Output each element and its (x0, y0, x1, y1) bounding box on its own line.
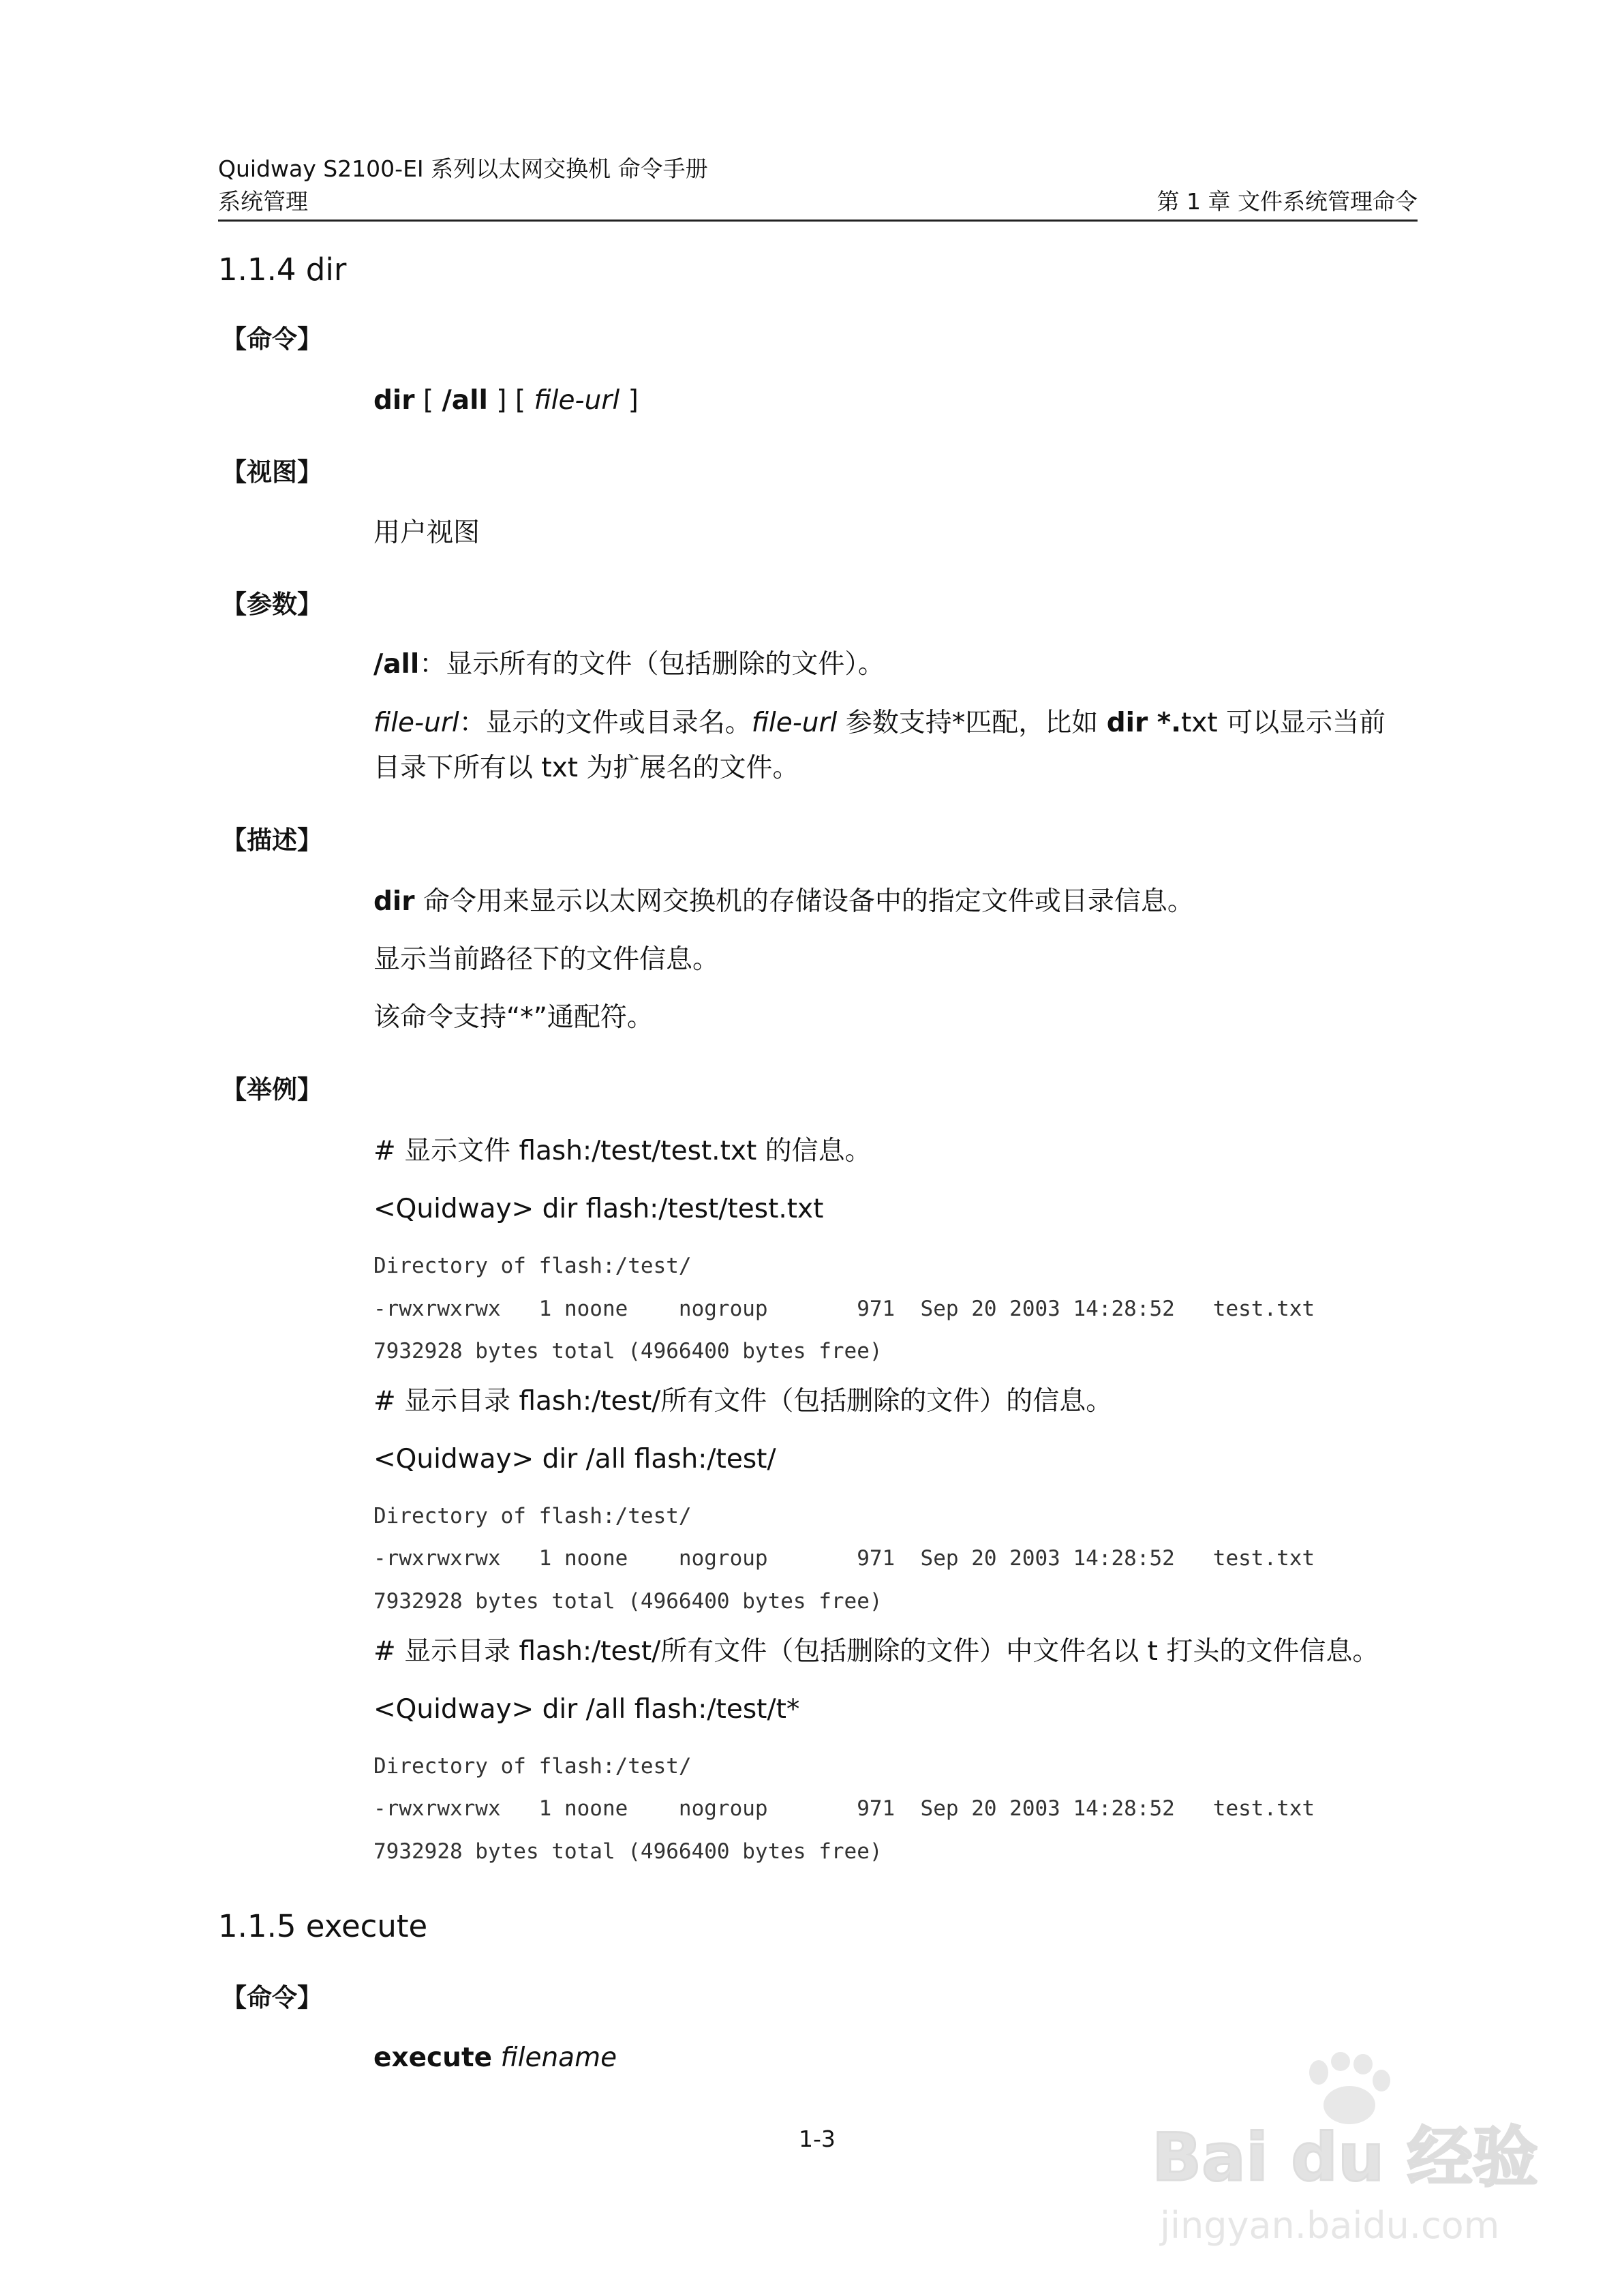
cmd-option: /all (442, 385, 488, 416)
cmd-argument: file-url (534, 385, 620, 416)
desc-text: 命令用来显示以太网交换机的存储设备中的指定文件或目录信息。 (414, 886, 1194, 917)
example-comment: # 显示目录 flash:/test/所有文件（包括删除的文件）的信息。 (373, 1386, 1113, 1417)
cmd-argument: filename (492, 2042, 617, 2073)
paw-icon (1298, 2052, 1401, 2127)
header-chapter: 第 1 章 文件系统管理命令 (1157, 188, 1418, 215)
header-manual-title: Quidway S2100-EI 系列以太网交换机 命令手册 (218, 155, 708, 182)
example-output-line: Directory of flash:/test/ (373, 1754, 692, 1779)
label-example: 【举例】 (221, 1075, 322, 1104)
cmd-keyword: dir (373, 385, 415, 416)
watermark-url: jingyan.baidu.com (1160, 2204, 1500, 2247)
label-params: 【参数】 (221, 590, 322, 619)
param-desc: ：显示的文件或目录名。 (459, 708, 752, 738)
view-text: 用户视图 (373, 517, 480, 548)
page-number: 1-3 (799, 2126, 836, 2152)
desc-line-1 (373, 885, 1194, 919)
param-name: file-url (373, 708, 459, 738)
header-section: 系统管理 (218, 188, 308, 215)
param-name: /all (373, 649, 420, 680)
wildcard: *. (1148, 708, 1182, 738)
label-command: 【命令】 (221, 324, 322, 354)
cmd-keyword: execute (373, 2042, 493, 2073)
label-command: 【命令】 (221, 1983, 322, 2012)
syntax-bracket: ] (619, 385, 639, 416)
desc-line-2: 显示当前路径下的文件信息。 (373, 944, 720, 975)
watermark-brand: Bai du 经验 (1152, 2119, 1538, 2196)
example-output-line: Directory of flash:/test/ (373, 1504, 692, 1528)
example-output-line: -rwxrwxrwx 1 noone nogroup 971 Sep 20 2003 14:28:52 test.txt (373, 1796, 1315, 1821)
param-desc: txt 可以显示当前 (1181, 708, 1386, 738)
label-view: 【视图】 (221, 457, 322, 487)
example-output-line: 7932928 bytes total (4966400 bytes free) (373, 1839, 883, 1864)
section-heading-execute: 1.1.5 execute (218, 1908, 428, 1944)
header-divider (218, 220, 1418, 222)
param-all (373, 648, 885, 682)
param-desc: 参数支持*匹配，比如 (837, 708, 1107, 738)
example-comment: # 显示文件 flash:/test/test.txt 的信息。 (373, 1136, 872, 1166)
example-output-line: 7932928 bytes total (4966400 bytes free) (373, 1339, 883, 1363)
cmd-keyword: dir (1106, 708, 1148, 738)
syntax-bracket: [ (414, 385, 442, 416)
example-output-line: -rwxrwxrwx 1 noone nogroup 971 Sep 20 2003 14:28:52 test.txt (373, 1546, 1315, 1571)
cmd-keyword: dir (373, 886, 415, 917)
param-file-url-cont: 目录下所有以 txt 为扩展名的文件。 (373, 753, 799, 783)
param-name: file-url (751, 708, 838, 738)
example-comment: # 显示目录 flash:/test/所有文件（包括删除的文件）中文件名以 t 打头的文件信息。 (373, 1636, 1379, 1667)
execute-syntax (373, 2041, 617, 2075)
example-output-line: -rwxrwxrwx 1 noone nogroup 971 Sep 20 2003 14:28:52 test.txt (373, 1297, 1315, 1321)
example-output-line: Directory of flash:/test/ (373, 1254, 692, 1278)
label-description: 【描述】 (221, 826, 322, 855)
param-file-url (373, 706, 1386, 740)
example-command: <Quidway> dir /all flash:/test/t* (373, 1694, 800, 1725)
example-command: <Quidway> dir /all flash:/test/ (373, 1444, 776, 1475)
example-command: <Quidway> dir flash:/test/test.txt (373, 1194, 824, 1224)
syntax-bracket: ] [ (487, 385, 534, 416)
baidu-watermark (1152, 2052, 1538, 2256)
section-heading-dir: 1.1.4 dir (218, 252, 347, 288)
desc-line-3: 该命令支持“*”通配符。 (373, 1002, 654, 1033)
example-output-line: 7932928 bytes total (4966400 bytes free) (373, 1589, 883, 1614)
param-desc: ：显示所有的文件（包括删除的文件）。 (419, 649, 885, 680)
dir-syntax (373, 384, 639, 418)
